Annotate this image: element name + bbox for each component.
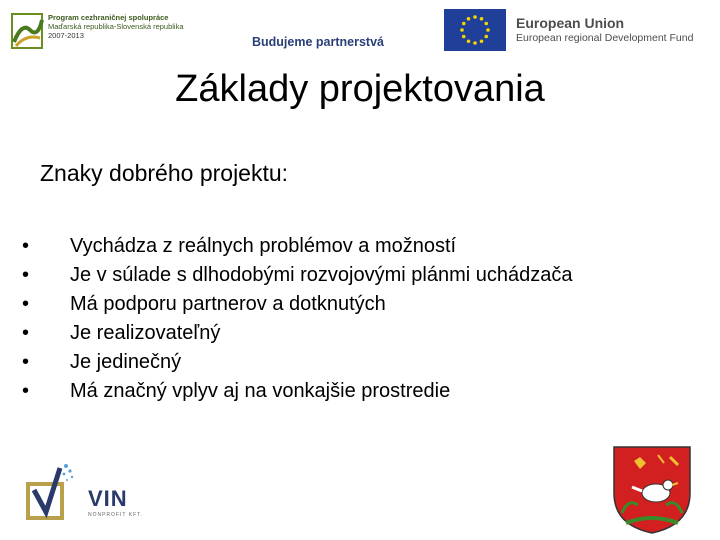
bullet-icon: • [22, 322, 30, 344]
list-item [22, 290, 572, 319]
bullet-text: Má podporu partnerov a dotknutých [70, 293, 386, 315]
eu-star-icon [480, 39, 484, 43]
bullet-text: Vychádza z reálnych problémov a možností [70, 235, 457, 257]
vin-logo-text: VIN [88, 486, 128, 511]
bullet-text: Je realizovateľný [70, 322, 221, 344]
bullet-icon: • [22, 235, 30, 257]
eu-title: European Union [516, 15, 625, 31]
eu-star-icon [473, 41, 477, 45]
eu-star-icon [473, 15, 477, 19]
list-item [22, 261, 572, 290]
slide-title: Základy projektovania [175, 68, 545, 110]
eu-star-icon [480, 17, 484, 21]
bullet-text: Má značný vplyv aj na vonkajšie prostredie [70, 380, 451, 402]
list-item [22, 232, 572, 261]
header [0, 0, 720, 62]
bullet-icon: • [22, 380, 30, 402]
program-line-3: 2007-2013 [48, 31, 84, 40]
eu-star-icon [462, 35, 466, 39]
program-logo-icon [10, 12, 46, 52]
list-item [22, 377, 572, 406]
bullet-icon: • [22, 351, 30, 373]
eu-star-icon [460, 28, 464, 32]
list-item [22, 319, 572, 348]
bullet-list [22, 232, 572, 406]
vin-logo-subtext: NONPROFIT KFT. [88, 512, 144, 518]
eu-subtitle: European regional Development Fund [516, 32, 694, 44]
eu-star-icon [462, 22, 466, 26]
coat-of-arms-icon [608, 443, 696, 535]
bullet-icon: • [22, 264, 30, 286]
eu-star-icon [467, 17, 471, 21]
bullet-icon: • [22, 293, 30, 315]
eu-star-icon [484, 35, 488, 39]
program-line-2: Maďarská republika-Slovenská republika [48, 22, 184, 31]
eu-star-icon [484, 22, 488, 26]
eu-flag-icon [444, 9, 506, 51]
eu-star-icon [467, 39, 471, 43]
list-item [22, 348, 572, 377]
bullet-text: Je jedinečný [70, 351, 182, 373]
slogan: Budujeme partnerstvá [252, 35, 384, 49]
bullet-text: Je v súlade s dlhodobými rozvojovými plánmi uchádzača [70, 264, 573, 286]
program-line-1: Program cezhraničnej spolupráce [48, 13, 169, 22]
eu-star-icon [486, 28, 490, 32]
program-text [48, 13, 184, 40]
subheading: Znaky dobrého projektu: [40, 160, 289, 186]
